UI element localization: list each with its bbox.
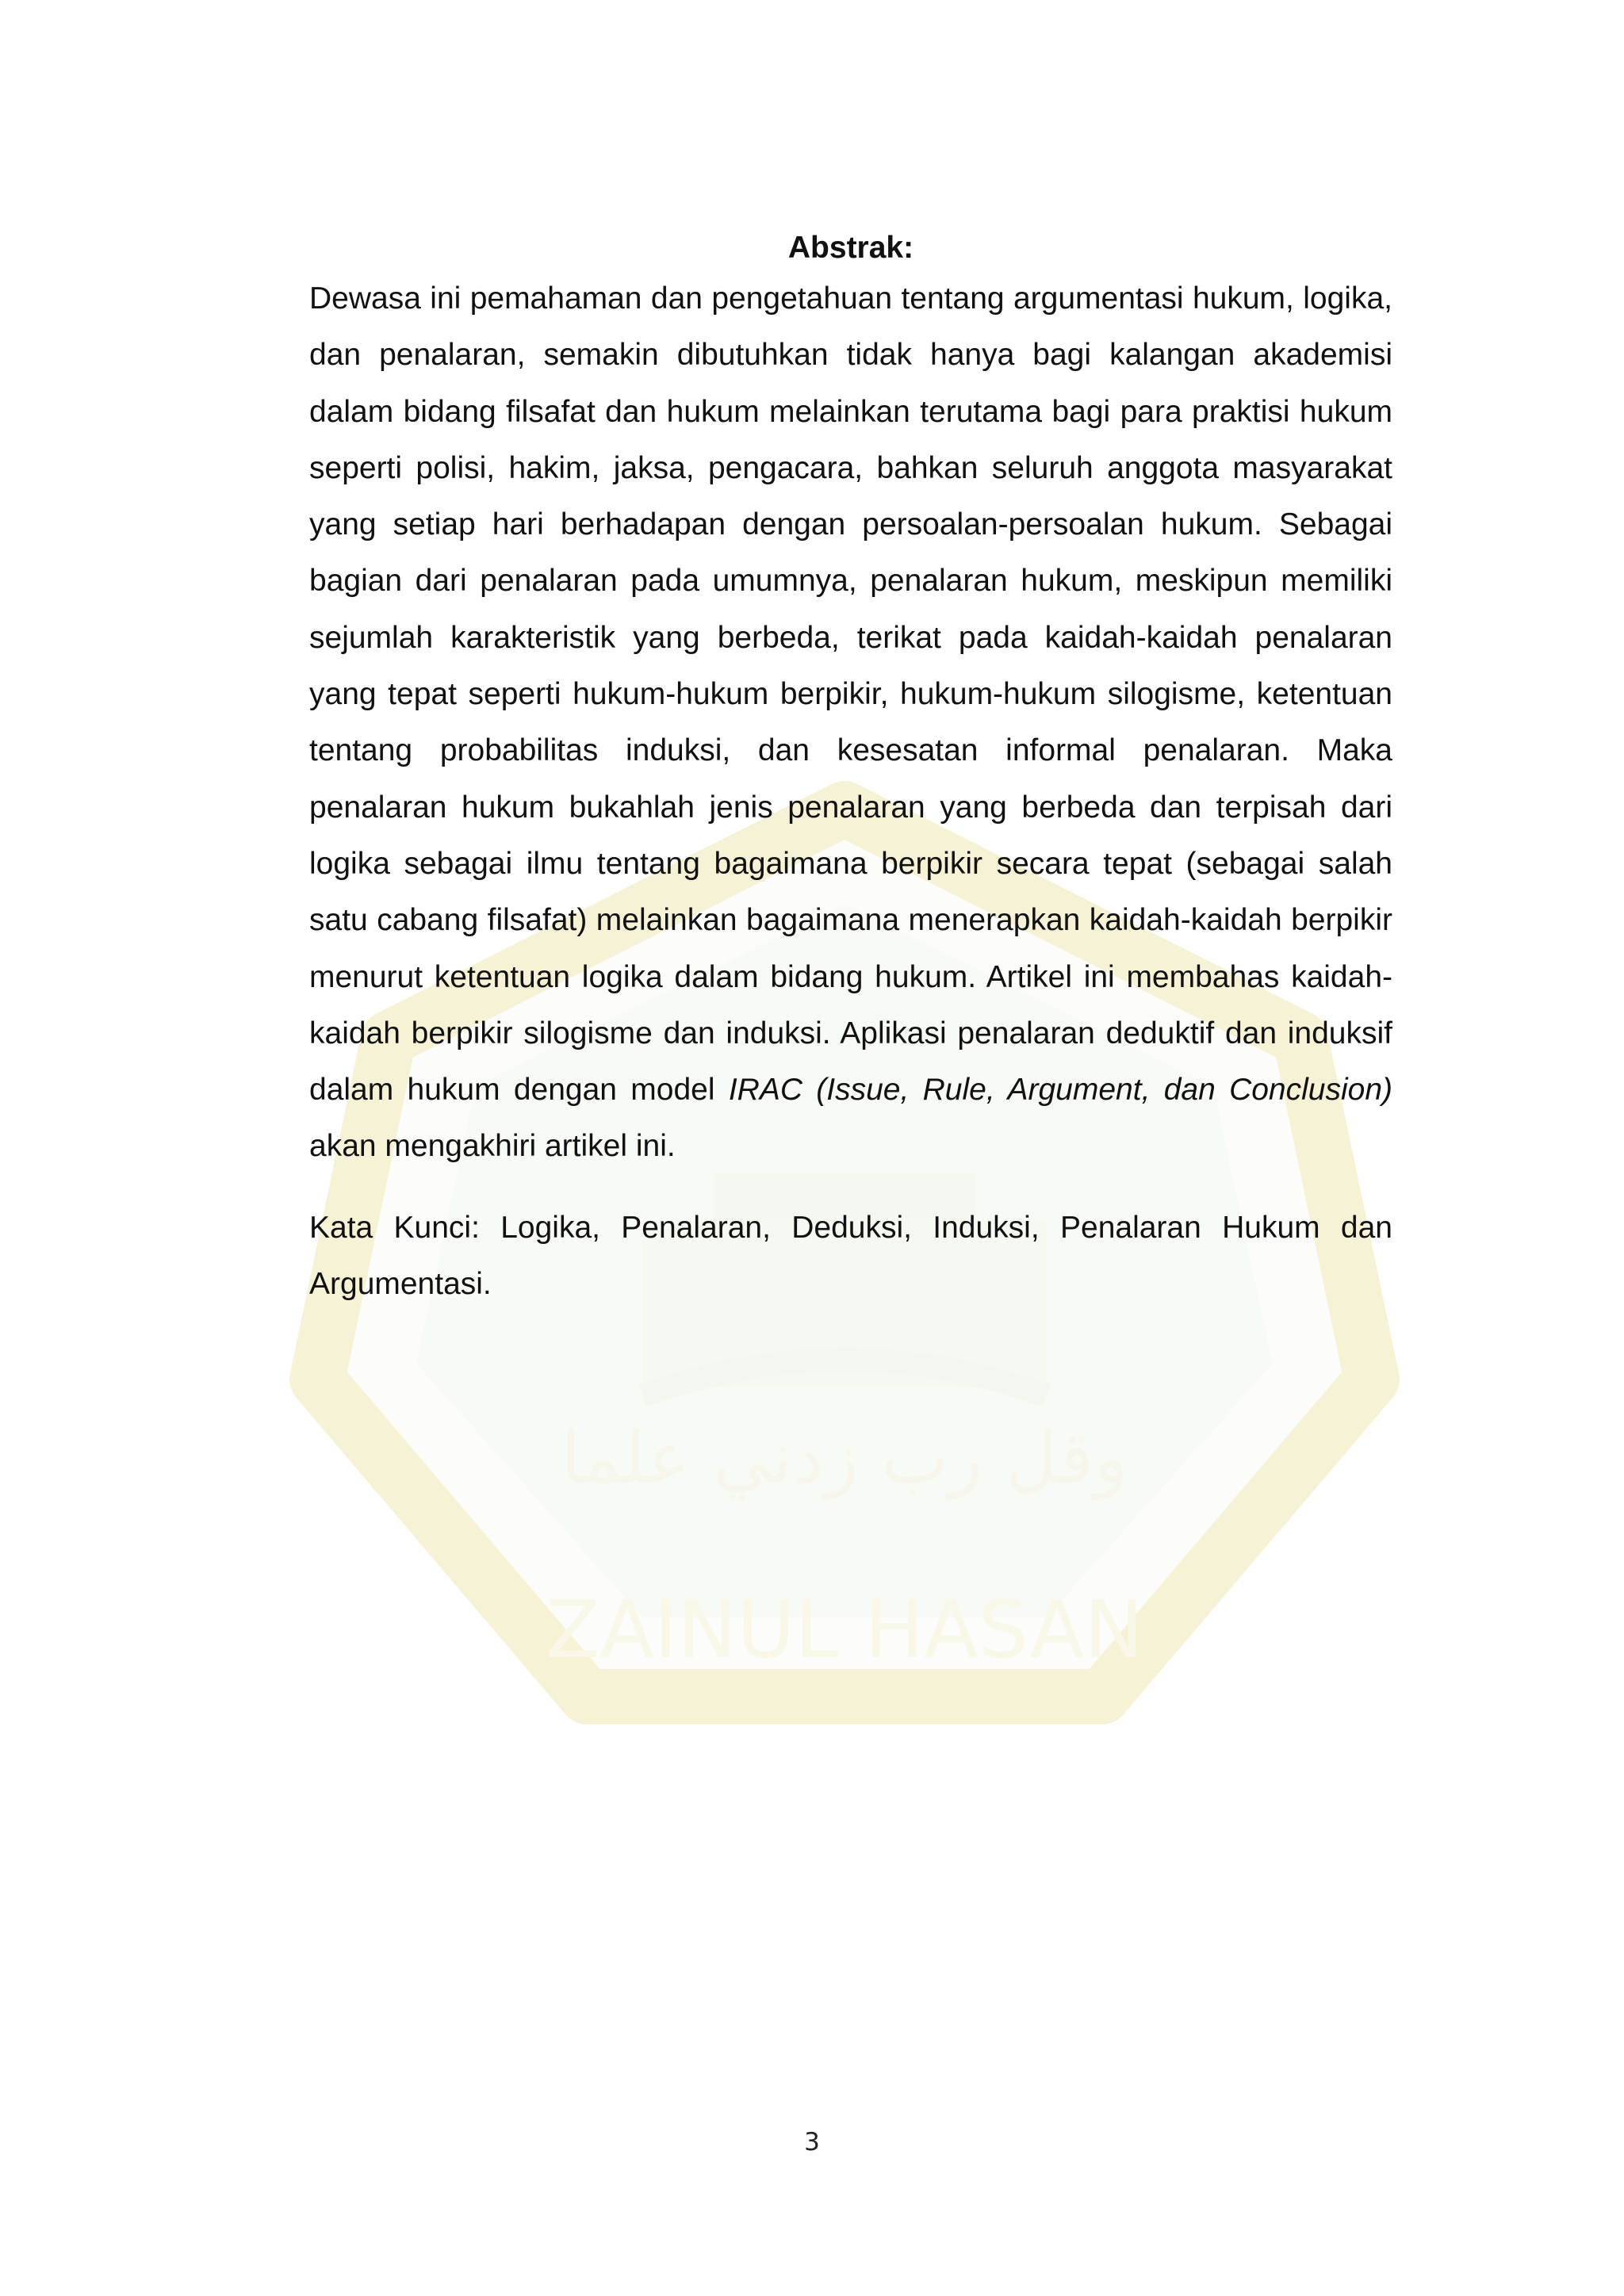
- watermark-institution-text: ZAINUL HASAN: [545, 1583, 1144, 1676]
- abstract-text-part-2: akan mengakhiri artikel ini.: [309, 1129, 676, 1164]
- watermark-arabic-text: وقل رب زدني علما: [561, 1417, 1128, 1500]
- abstract-text-part-1: Dewasa ini pemahaman dan pengetahuan tentang argumentasi hukum, logika, dan penalaran, semakin dibutuhkan tidak hanya bagi kalangan akademisi dalam bidang filsafat dan hukum melainkan terutama bagi para praktisi hukum seperti polisi, hakim, jaksa, pengacara, bahkan seluruh anggota masyarakat yang setiap hari berhadapan dengan persoalan-persoalan hukum. Sebagai bagian dari penalaran pada umumnya, penalaran hukum, meskipun memiliki sejumlah karakteristik yang berbeda, terikat pada kaidah-kaidah penalaran yang tepat seperti hukum-hukum berpikir, hukum-hukum silogisme, ketentuan tentang probabilitas induksi, dan kesesatan informal penalaran. Maka penalaran hukum bukahlah jenis penalaran yang berbeda dan terpisah dari logika sebagai ilmu tentang bagaimana berpikir secara tepat (sebagai salah satu cabang filsafat) melainkan bagaimana menerapkan kaidah-kaidah berpikir menurut ketentuan logika dalam bidang hukum. Artikel ini membahas kaidah-kaidah berpikir silogisme dan induksi. Aplikasi penalaran deduktif dan induksif dalam hukum dengan model: [309, 281, 1392, 1108]
- abstract-title: Abstrak:: [787, 231, 914, 265]
- keywords-line: Kata Kunci: Logika, Penalaran, Deduksi, Induksi, Penalaran Hukum dan Argumentasi.: [309, 1210, 1392, 1302]
- abstract-irac-italic: IRAC (Issue, Rule, Argument, dan Conclusion): [728, 1073, 1392, 1108]
- abstract-section: [309, 226, 1392, 1312]
- abstract-body: [309, 270, 1392, 1175]
- page-number: 3: [804, 2128, 820, 2156]
